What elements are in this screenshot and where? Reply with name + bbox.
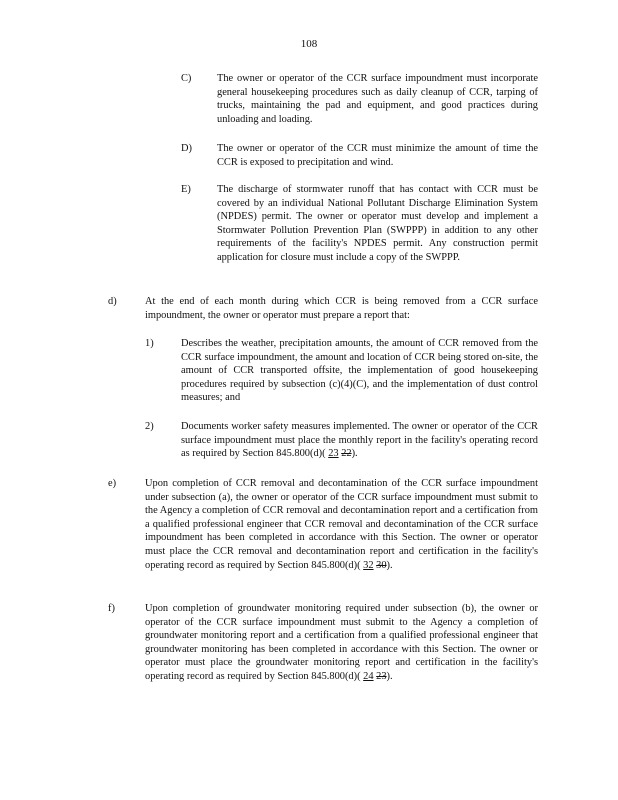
subsection-f-text: Upon completion of groundwater monitoring required under subsection (b), the owner or operator of the CCR surface impoundment must submit to the Agency a completion of groundwater monitoring report and a certification from a qualified professional engineer that groundwater monitoring has been completed in accordance with this Section. The owner or operator must place the groundwater monitoring report and certification in the facility's operating record as required by Section 845.800(d)( 24 23). [145,603,538,682]
item-e-upper-label: E) [181,184,191,195]
subsection-d-1-text: Describes the weather, precipitation amounts, the amount of CCR removed from the CCR surface impoundment, the amount and location of CCR being stored on-site, the amount of CCR transported offsite, the implementation of good housekeeping procedures required by subsection (c)(4)(C), and the implementation of dust control measures; and [181,338,538,404]
page-number: 108 [300,38,318,50]
amended-reference-new: 23 [328,448,339,460]
amended-reference-new: 24 [363,670,374,682]
item-d-upper-text: The owner or operator of the CCR must minimize the amount of time the CCR is exposed to precipitation and wind. [217,143,538,168]
item-e-upper-text: The discharge of stormwater runoff that has contact with CCR must be covered by an individual National Pollutant Discharge Elimination System (NPDES) permit. The owner or operator must develop and implement a Stormwater Pollution Prevention Plan (SWPPP) in addition to any other requirements of the facility's NPDES permit. Any construction permit application for closure must include a copy of the SWPPP. [217,184,538,263]
item-c-label: C) [181,73,192,84]
amended-reference-old: 23 [376,670,387,682]
amended-reference-old: 30 [376,559,387,571]
amended-reference-new: 32 [363,559,374,571]
item-c-text: The owner or operator of the CCR surface impoundment must incorporate general housekeeping procedures such as daily cleanup of CCR, tarping of trucks, maintaining the pad and equipment, and good practices during unloading and loading. [217,73,538,125]
subsection-d-label: d) [108,296,117,307]
item-d-upper-label: D) [181,143,192,154]
subsection-d-2-label: 2) [145,421,154,432]
subsection-d-2-text: Documents worker safety measures implemented. The owner or operator of the CCR surface impoundment must place the monthly report in the facility's operating record as required by Section 845.800(d)( 23 22). [181,421,538,460]
subsection-d-text: At the end of each month during which CCR is being removed from a CCR surface impoundment, the owner or operator must prepare a report that: [145,296,538,321]
subsection-d-1-label: 1) [145,338,154,349]
subsection-e-text: Upon completion of CCR removal and decontamination of the CCR surface impoundment under subsection (a), the owner or operator of the CCR surface impoundment must submit to the Agency a completion of CCR removal and decontamination report and a certification from a qualified professional engineer that CCR removal and decontamination of the CCR surface impoundment has been completed in accordance with this Section. The owner or operator must place the CCR removal and decontamination report and certification in the facility's operating record as required by Section 845.800(d)( 32 30). [145,478,538,571]
subsection-f-label: f) [108,603,115,614]
subsection-e-label: e) [108,478,117,489]
amended-reference-old: 22 [341,448,352,460]
